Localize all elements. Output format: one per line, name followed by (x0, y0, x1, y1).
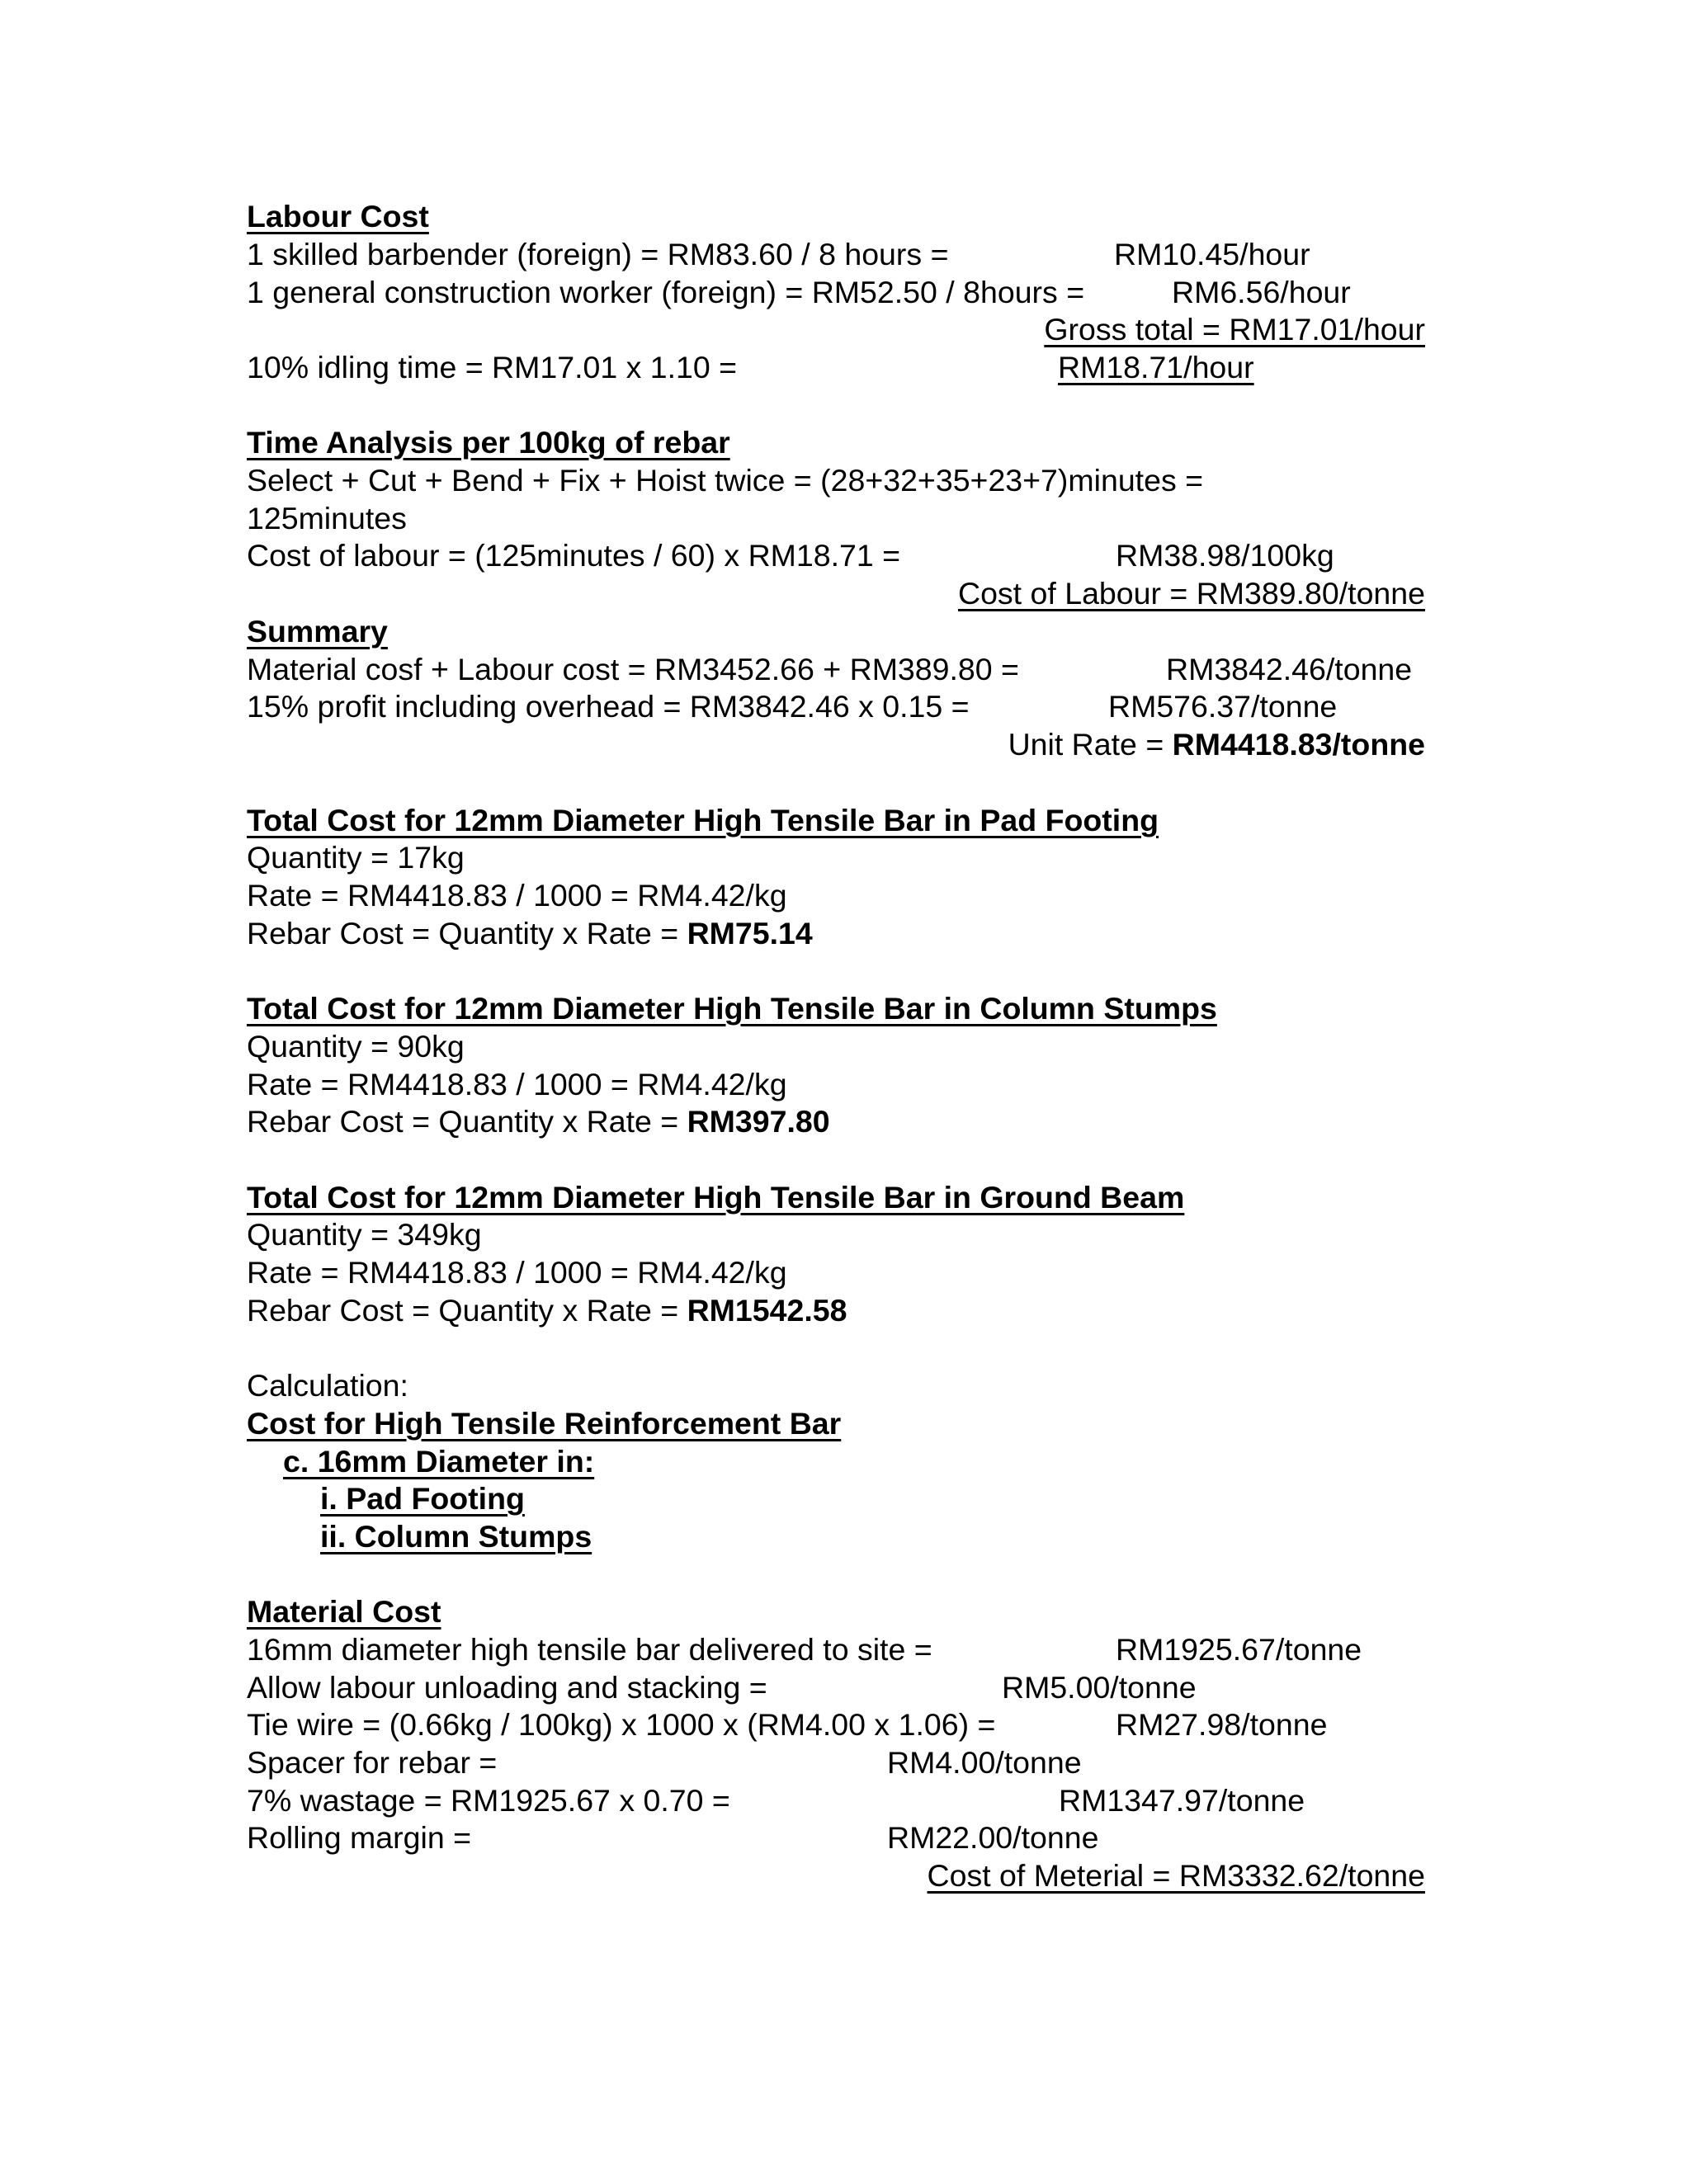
ground-beam-cost (247, 1295, 847, 1327)
delivered-label: 16mm diameter high tensile bar delivered to site = (247, 1632, 932, 1667)
calculation-heading: Cost for High Tensile Reinforcement Bar (247, 1406, 842, 1441)
tie-wire-value: RM27.98/tonne (1116, 1707, 1328, 1742)
pad-footing-cost-label: Rebar Cost = Quantity x Rate = (247, 916, 687, 950)
labour-cost-heading: Labour Cost (247, 199, 429, 233)
tie-wire-label: Tie wire = (0.66kg / 100kg) x 1000 x (RM4.00 x 1.06) = (247, 1707, 996, 1742)
unit-rate (1008, 729, 1425, 761)
calculation-label: Calculation: (247, 1368, 408, 1403)
column-stumps-heading: Total Cost for 12mm Diameter High Tensile Bar in Column Stumps (247, 991, 1217, 1026)
column-stumps-quantity: Quantity = 90kg (247, 1029, 465, 1064)
skilled-barbender-value: RM10.45/hour (1114, 237, 1310, 271)
time-analysis-heading: Time Analysis per 100kg of rebar (247, 425, 730, 460)
idling-time-label: 10% idling time = RM17.01 x 1.10 = (247, 350, 738, 384)
unit-rate-label: Unit Rate = (1008, 727, 1173, 762)
unit-rate-value: RM4418.83/tonne (1172, 727, 1425, 762)
cost-of-labour-label: Cost of labour = (125minutes / 60) x RM18.71 = (247, 538, 901, 573)
spacer-label: Spacer for rebar = (247, 1745, 498, 1780)
pad-footing-rate: Rate = RM4418.83 / 1000 = RM4.42/kg (247, 878, 787, 913)
calculation-item-column-stumps: ii. Column Stumps (320, 1519, 592, 1554)
pad-footing-heading: Total Cost for 12mm Diameter High Tensile Bar in Pad Footing (247, 803, 1159, 837)
calculation-subheading: c. 16mm Diameter in: (283, 1444, 595, 1479)
unloading-value: RM5.00/tonne (1002, 1670, 1197, 1705)
material-labour-value: RM3842.46/tonne (1166, 652, 1413, 686)
cost-of-labour-total: Cost of Labour = RM389.80/tonne (958, 576, 1425, 611)
spacer-value: RM4.00/tonne (887, 1745, 1082, 1780)
unloading-label: Allow labour unloading and stacking = (247, 1670, 767, 1705)
material-cost-heading: Material Cost (247, 1594, 441, 1629)
delivered-value: RM1925.67/tonne (1116, 1632, 1362, 1667)
time-analysis-line-2: 125minutes (247, 501, 407, 535)
skilled-barbender-label: 1 skilled barbender (foreign) = RM83.60 / 8 hours = (247, 237, 949, 271)
general-worker-value: RM6.56/hour (1172, 275, 1351, 309)
column-stumps-rate: Rate = RM4418.83 / 1000 = RM4.42/kg (247, 1067, 787, 1101)
idling-time-value: RM18.71/hour (1058, 350, 1254, 384)
ground-beam-heading: Total Cost for 12mm Diameter High Tensile Bar in Ground Beam (247, 1180, 1185, 1215)
general-worker-label: 1 general construction worker (foreign) = RM52.50 / 8hours = (247, 275, 1085, 309)
column-stumps-cost (247, 1106, 830, 1138)
rolling-margin-label: Rolling margin = (247, 1820, 472, 1855)
cost-of-labour-value: RM38.98/100kg (1116, 538, 1334, 573)
profit-label: 15% profit including overhead = RM3842.46 x 0.15 = (247, 689, 970, 724)
profit-value: RM576.37/tonne (1108, 689, 1338, 724)
column-stumps-cost-label: Rebar Cost = Quantity x Rate = (247, 1104, 687, 1139)
rolling-margin-value: RM22.00/tonne (887, 1820, 1099, 1855)
pad-footing-cost (247, 918, 813, 950)
ground-beam-cost-value: RM1542.58 (687, 1293, 847, 1328)
time-analysis-line-1: Select + Cut + Bend + Fix + Hoist twice = (28+32+35+23+7)minutes = (247, 463, 1204, 498)
ground-beam-rate: Rate = RM4418.83 / 1000 = RM4.42/kg (247, 1255, 787, 1290)
column-stumps-cost-value: RM397.80 (687, 1104, 830, 1139)
wastage-label: 7% wastage = RM1925.67 x 0.70 = (247, 1783, 730, 1818)
pad-footing-cost-value: RM75.14 (687, 916, 813, 950)
cost-of-material-total: Cost of Meterial = RM3332.62/tonne (927, 1858, 1425, 1893)
pad-footing-quantity: Quantity = 17kg (247, 840, 465, 875)
wastage-value: RM1347.97/tonne (1059, 1783, 1305, 1818)
ground-beam-cost-label: Rebar Cost = Quantity x Rate = (247, 1293, 687, 1328)
material-labour-label: Material cosf + Labour cost = RM3452.66 + RM389.80 = (247, 652, 1019, 686)
summary-heading: Summary (247, 614, 388, 649)
gross-total: Gross total = RM17.01/hour (1044, 312, 1425, 347)
ground-beam-quantity: Quantity = 349kg (247, 1217, 482, 1252)
calculation-item-pad-footing: i. Pad Footing (320, 1481, 525, 1516)
